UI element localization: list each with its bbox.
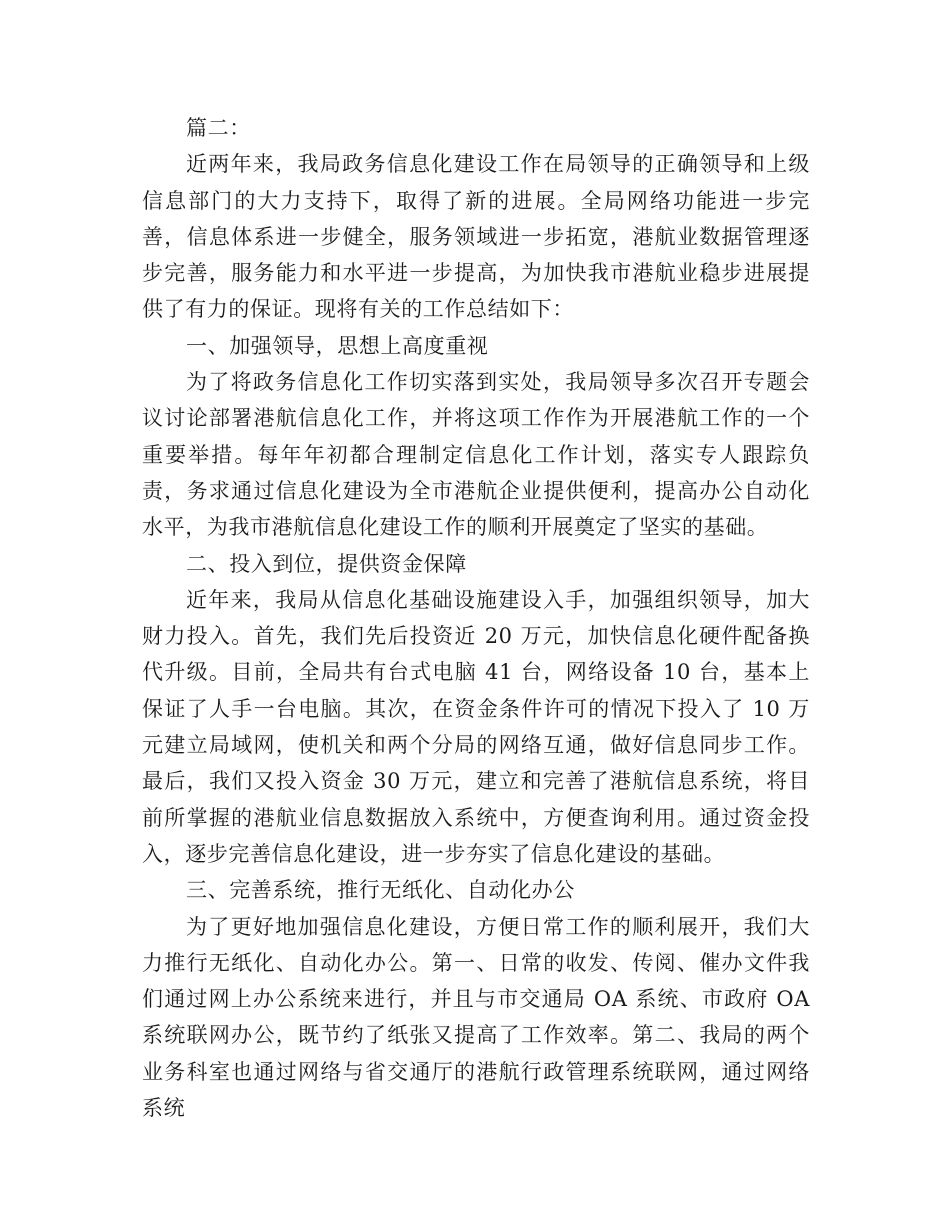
body-paragraph: 近年来，我局从信息化基础设施建设入手，加强组织领导，加大财力投入。首先，我们先后投资近 20 万元，加快信息化硬件配备换代升级。目前，全局共有台式电脑 41 台，网络设备 10 台，基本上保证了人手一台电脑。其次，在资金条件许可的情况下投入了 10 万元建立局域网，使机关和两个分局的网络互通，做好信息同步工作。最后，我们又投入资金 30 万元，建立和完善了港航信息系统，将目前所掌握的港航业信息数据放入系统中，方便查询利用。通过资金投入，逐步完善信息化建设，进一步夯实了信息化建设的基础。: [142, 587, 810, 866]
body-paragraph: 为了将政务信息化工作切实落到实处，我局领导多次召开专题会议讨论部署港航信息化工作，并将这项工作作为开展港航工作的一个重要举措。每年年初都合理制定信息化工作计划，落实专人跟踪负责，务求通过信息化建设为全市港航企业提供便利，提高办公自动化水平，为我市港航信息化建设工作的顺利开展奠定了坚实的基础。: [142, 370, 810, 540]
section-heading: 一、加强领导，思想上高度重视: [186, 333, 489, 358]
body-paragraph: 近两年来，我局政务信息化建设工作在局领导的正确领导和上级信息部门的大力支持下，取得了新的进展。全局网络功能进一步完善，信息体系进一步健全，服务领域进一步拓宽，港航业数据管理逐步完善，服务能力和水平进一步提高，为加快我市港航业稳步进展提供了有力的保证。现将有关的工作总结如下：: [142, 152, 810, 322]
body-paragraph: 为了更好地加强信息化建设，方便日常工作的顺利展开，我们大力推行无纸化、自动化办公。第一、日常的收发、传阅、催办文件我们通过网上办公系统来进行，并且与市交通局 OA 系统、市政府 OA 系统联网办公，既节约了纸张又提高了工作效率。第二、我局的两个业务科室也通过网络与省交通厅的港航行政管理系统联网，通过网络系统: [142, 914, 810, 1121]
section-heading: 三、完善系统，推行无纸化、自动化办公: [186, 878, 575, 903]
section-heading: 二、投入到位，提供资金保障: [186, 551, 467, 576]
section-title: 篇二：: [186, 116, 251, 140]
document-body: [142, 110, 810, 1126]
